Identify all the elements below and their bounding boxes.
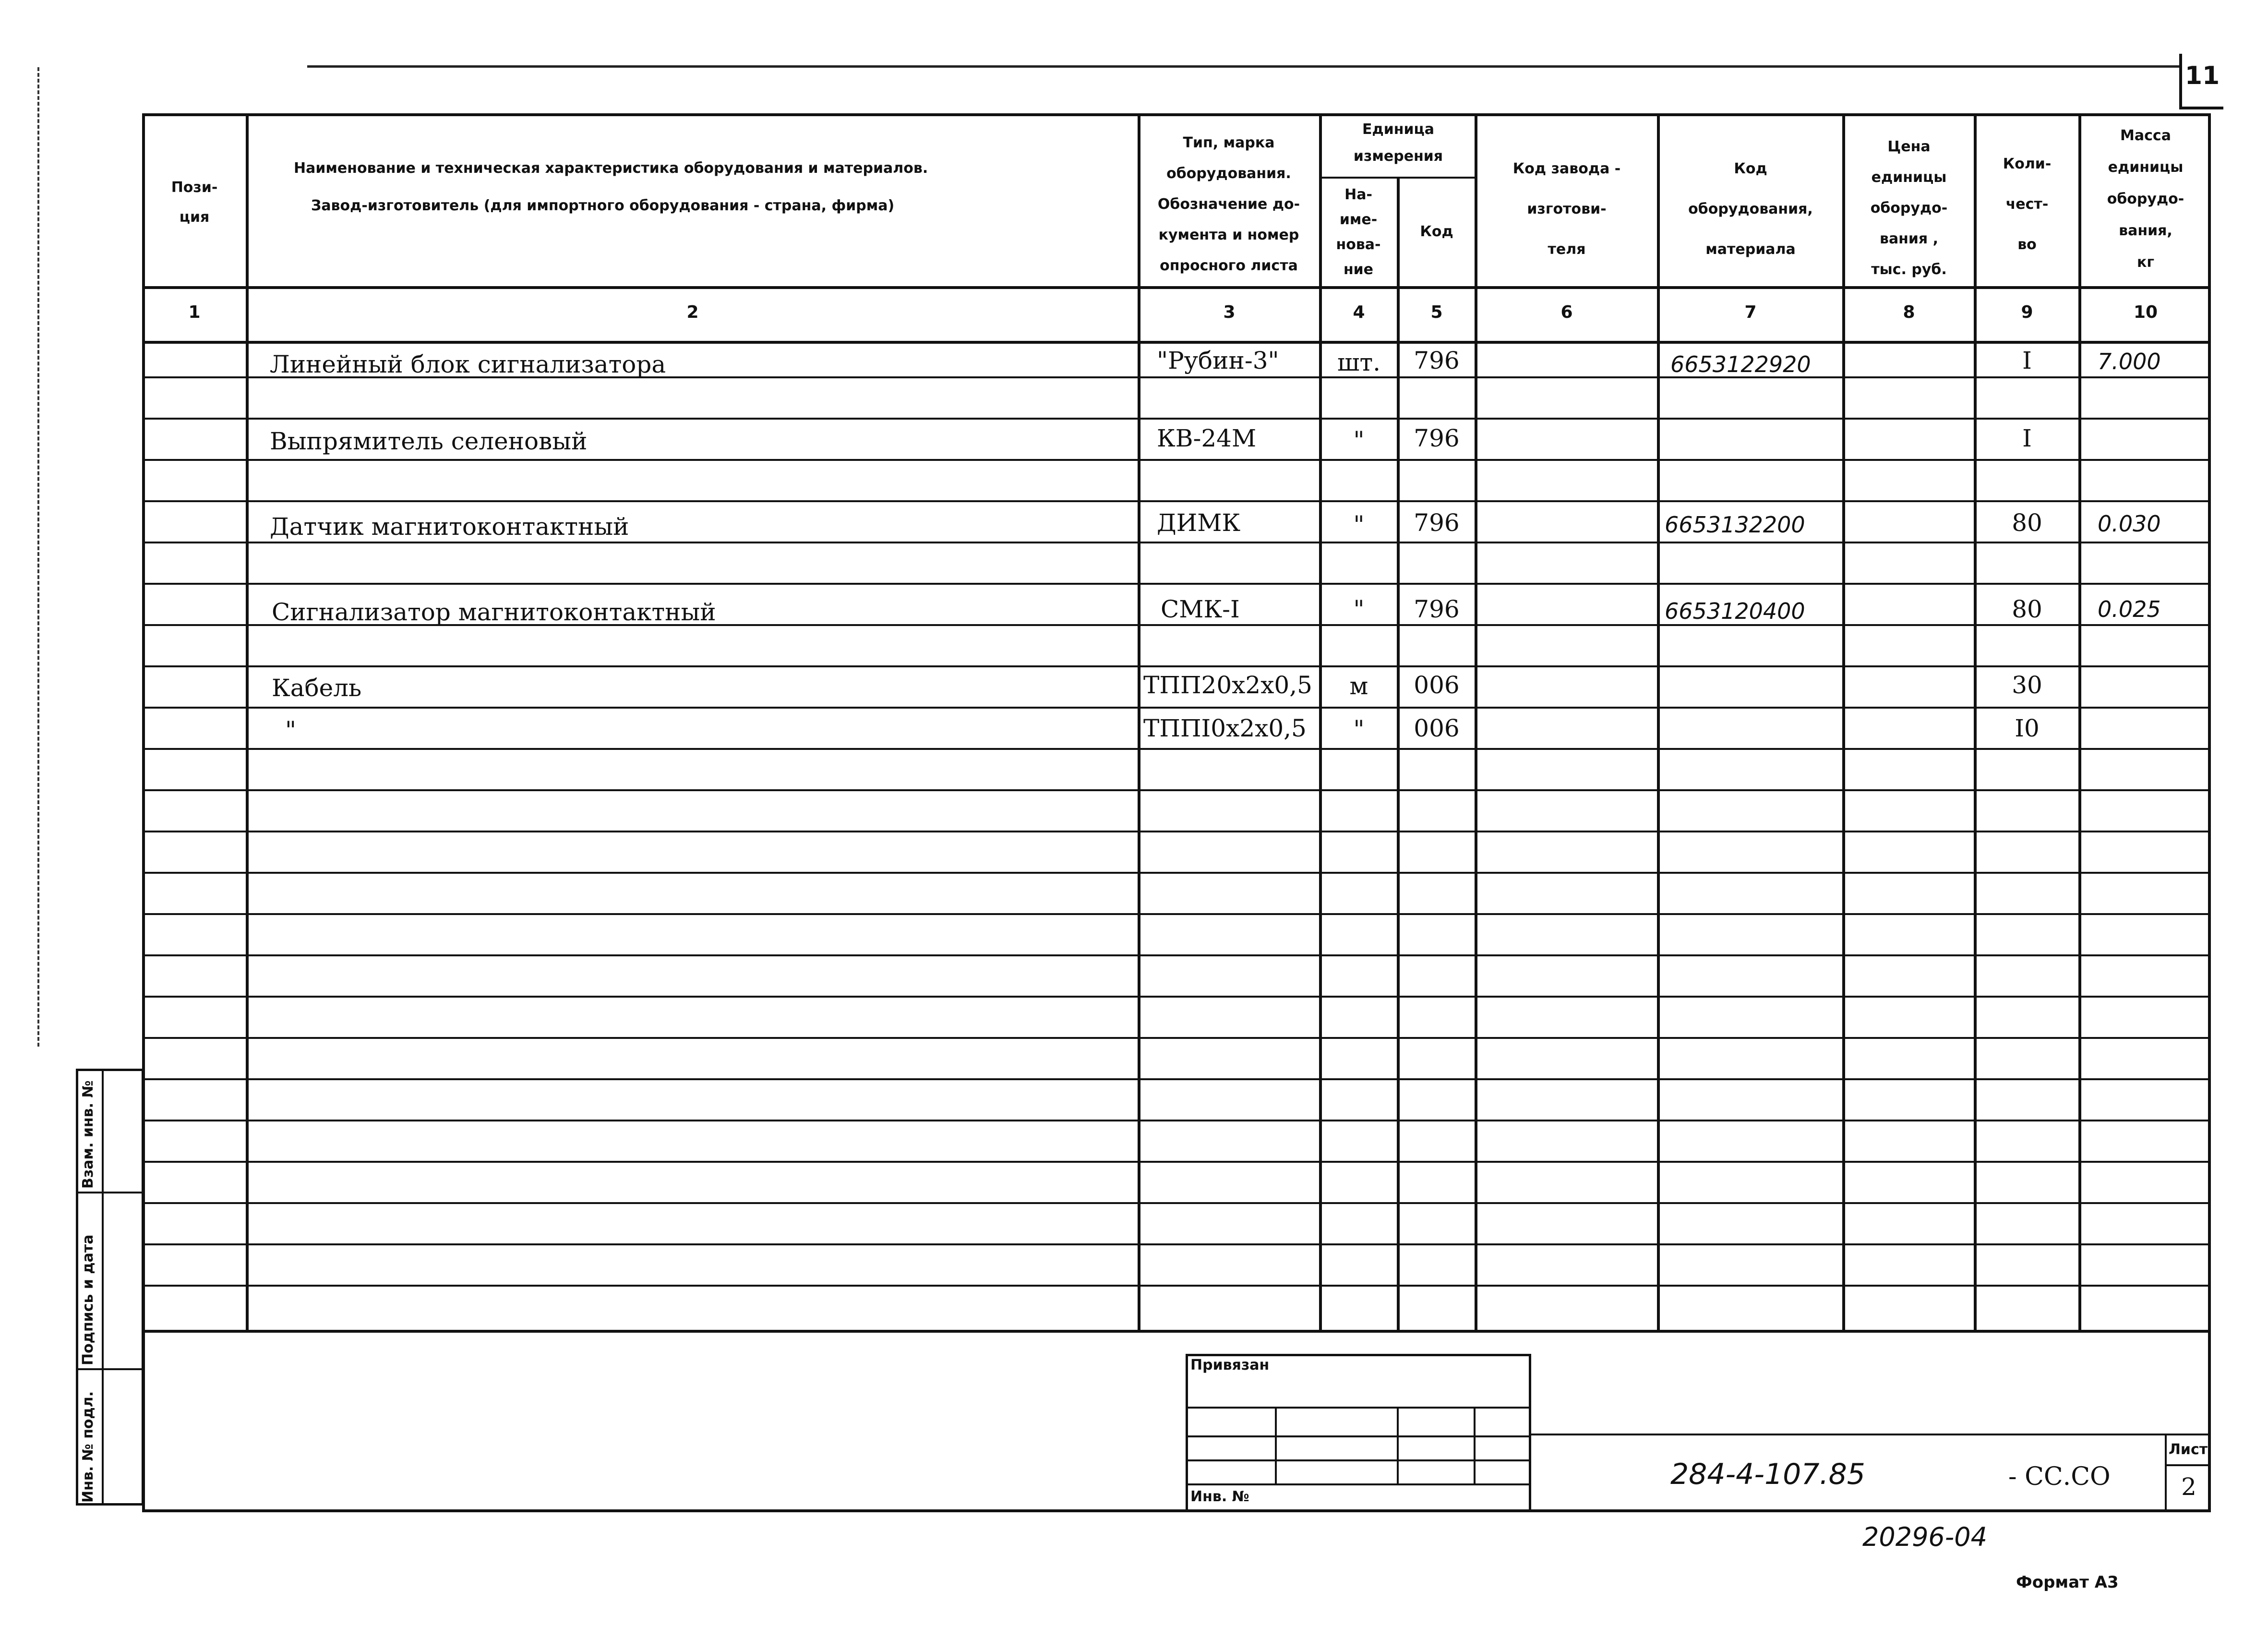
header-col2: Наименование и техническая характеристика оборудования и материалов. Завод-изготовитель (для импортного оборудования - страна, фирма) <box>294 160 928 214</box>
row5-unit: м <box>1349 672 1368 700</box>
colnum-6: 6 <box>1560 302 1573 322</box>
header-col7: Код оборудования, материала <box>1688 160 1813 258</box>
header-col5: Код <box>1420 223 1453 240</box>
row5-code: 006 <box>1414 671 1460 699</box>
privyazan-line-3 <box>1186 1459 1531 1461</box>
left-margin-line <box>37 67 39 1047</box>
row4-qty: 80 <box>2012 595 2042 623</box>
header-col10: Масса единицы оборудо- вания, кг <box>2107 127 2184 271</box>
row1-unit: шт. <box>1337 349 1381 376</box>
row1-mass: 7.000 <box>2098 349 2161 374</box>
col-line-7 <box>1842 113 1845 1333</box>
row1-material-code: 6653122920 <box>1670 351 1811 377</box>
sheet-number: 2 <box>2181 1473 2196 1501</box>
side-label-inv: Инв. № подл. <box>80 1391 96 1503</box>
row3-code: 796 <box>1414 509 1460 537</box>
row6-qty: I0 <box>2015 714 2040 742</box>
row3-unit: " <box>1353 511 1365 539</box>
row6-type: ТППI0х2х0,5 <box>1143 714 1307 742</box>
colnum-1: 1 <box>188 302 201 322</box>
privyazan-label: Привязан <box>1190 1357 1270 1374</box>
col-line-5 <box>1475 113 1477 1333</box>
privyazan-line-2 <box>1186 1435 1531 1437</box>
header-unit-group: Единица измерения <box>1353 121 1443 165</box>
side-strip-divider <box>102 1069 104 1506</box>
header-bottom-line <box>142 286 2211 289</box>
row4-unit: " <box>1353 595 1365 623</box>
numbers-bottom-line <box>142 341 2211 344</box>
col-line-9 <box>2078 113 2081 1333</box>
col-line-6 <box>1657 113 1660 1333</box>
row4-type: СМК-I <box>1161 595 1240 623</box>
colnum-9: 9 <box>2021 302 2033 322</box>
row2-unit: " <box>1353 426 1365 454</box>
col-line-2 <box>1138 113 1140 1333</box>
colnum-3: 3 <box>1223 302 1236 322</box>
row6-unit: " <box>1353 715 1365 743</box>
row1-type: "Рубин-3" <box>1157 347 1279 374</box>
colnum-10: 10 <box>2133 302 2158 322</box>
header-col6: Код завода - изготови- теля <box>1512 160 1621 258</box>
row4-mass: 0.025 <box>2098 596 2161 622</box>
row5-type: ТПП20х2х0,5 <box>1143 671 1312 699</box>
col-line-1 <box>246 113 249 1333</box>
row4-material-code: 6653120400 <box>1665 598 1805 624</box>
header-col4: На- име- нова- ние <box>1336 186 1381 278</box>
row3-qty: 80 <box>2012 509 2042 537</box>
page-number: 11 <box>2184 61 2220 90</box>
header-col9: Коли- чест- во <box>2003 156 2052 253</box>
sheet-box-mid <box>2165 1464 2211 1466</box>
stamp-top-line <box>1531 1434 2211 1435</box>
privyazan-vline-3 <box>1474 1407 1476 1483</box>
row6-name: " <box>285 716 296 744</box>
privyazan-line-4 <box>1186 1483 1531 1485</box>
row1-qty: I <box>2022 347 2032 374</box>
row2-qty: I <box>2022 424 2032 452</box>
privyazan-vline-1 <box>1275 1407 1277 1483</box>
side-strip-sep-1 <box>76 1192 144 1193</box>
colnum-7: 7 <box>1744 302 1757 322</box>
privyazan-vline-2 <box>1397 1407 1399 1483</box>
header-col3: Тип, марка оборудования. Обозначение до- кумента и номер опросного листа <box>1157 134 1300 274</box>
row4-name: Сигнализатор магнитоконтактный <box>272 598 716 626</box>
doc-code: 284-4-107.85 <box>1670 1458 1865 1491</box>
header-col8: Цена единицы оборудо- вания , тыс. руб. <box>1870 138 1948 278</box>
row2-code: 796 <box>1414 424 1460 452</box>
row2-type: КВ-24М <box>1157 424 1257 452</box>
doc-suffix: - СС.СО <box>2008 1462 2111 1491</box>
row1-name: Линейный блок сигнализатора <box>270 350 666 378</box>
side-strip-sep-2 <box>76 1368 144 1370</box>
row5-qty: 30 <box>2012 671 2042 699</box>
side-label-vzam: Взам. инв. № <box>80 1080 96 1189</box>
colnum-2: 2 <box>686 302 699 322</box>
colnum-8: 8 <box>1903 302 1915 322</box>
top-margin-line <box>307 65 2179 68</box>
format-label: Формат А3 <box>2016 1573 2119 1592</box>
privyazan-line-1 <box>1186 1407 1531 1409</box>
row6-code: 006 <box>1414 714 1460 742</box>
row3-name: Датчик магнитоконтактный <box>270 513 629 541</box>
row3-mass: 0.030 <box>2098 511 2161 537</box>
side-label-podpis: Подпись и дата <box>80 1234 96 1365</box>
row4-code: 796 <box>1414 595 1460 623</box>
colnum-4: 4 <box>1353 302 1365 322</box>
row2-name: Выпрямитель селеновый <box>270 427 588 455</box>
row3-type: ДИМК <box>1157 509 1241 537</box>
row1-code: 796 <box>1414 347 1460 374</box>
sheet-label: Лист <box>2169 1441 2208 1458</box>
header-col1: Пози- ция <box>171 179 218 226</box>
row5-name: Кабель <box>272 674 362 702</box>
inv-no-label: Инв. № <box>1190 1488 1249 1505</box>
archive-number: 20296-04 <box>1862 1522 1987 1552</box>
title-block-frame <box>142 1330 2211 1512</box>
row3-material-code: 6653132200 <box>1665 512 1805 538</box>
colnum-5: 5 <box>1430 302 1443 322</box>
